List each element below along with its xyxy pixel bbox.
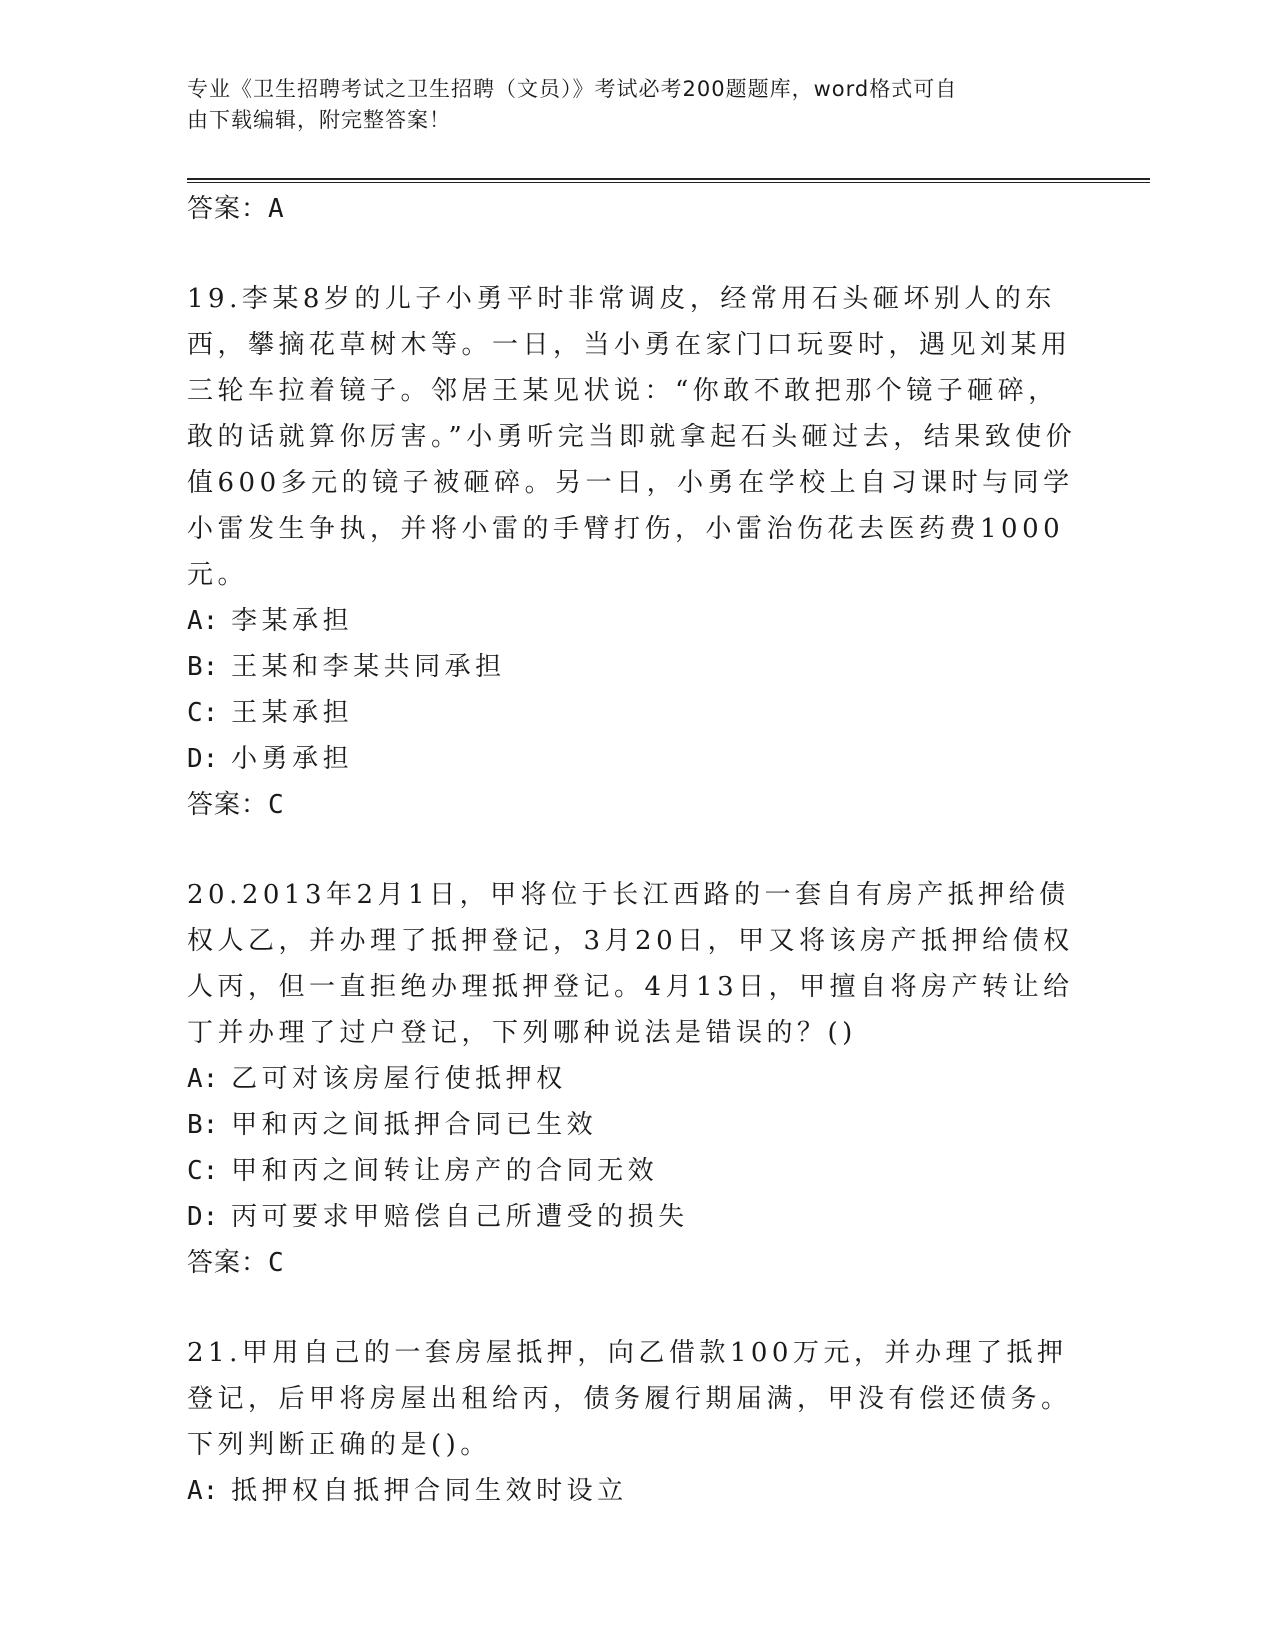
option-b <box>187 644 1087 690</box>
option-d <box>187 1194 1087 1240</box>
option-c <box>187 690 1087 736</box>
option-letter: C: <box>187 698 219 728</box>
option-letter: C: <box>187 1156 219 1186</box>
header-divider <box>187 178 1150 183</box>
option-letter: D: <box>187 744 219 774</box>
option-text: 乙可对该房屋行使抵押权 <box>231 1064 567 1094</box>
answer-label: 答案： <box>187 1248 269 1278</box>
option-a <box>187 1468 1087 1514</box>
option-text: 甲和丙之间抵押合同已生效 <box>231 1110 598 1140</box>
option-d <box>187 736 1087 782</box>
option-text: 丙可要求甲赔偿自己所遭受的损失 <box>231 1202 689 1232</box>
spacer <box>187 232 1087 276</box>
answer-value: C <box>268 1248 285 1278</box>
question-block <box>187 1330 1087 1514</box>
option-b <box>187 1102 1087 1148</box>
option-letter: A: <box>187 1064 219 1094</box>
option-a <box>187 598 1087 644</box>
question-block <box>187 872 1087 1286</box>
answer-value: C <box>268 790 285 820</box>
option-text: 王某承担 <box>231 698 354 728</box>
option-text: 甲和丙之间转让房产的合同无效 <box>231 1156 659 1186</box>
option-c <box>187 1148 1087 1194</box>
option-letter: B: <box>187 1110 219 1140</box>
answer-line <box>187 782 1087 828</box>
answer-value: A <box>268 194 285 224</box>
option-letter: B: <box>187 652 219 682</box>
answer-label: 答案： <box>187 790 269 820</box>
option-text: 李某承担 <box>231 606 354 636</box>
question-text: 21.甲用自己的一套房屋抵押，向乙借款100万元，并办理了抵押登记，后甲将房屋出租给丙，债务履行期届满，甲没有偿还债务。下列判断正确的是()。 <box>187 1338 1072 1460</box>
question-text: 19.李某8岁的儿子小勇平时非常调皮，经常用石头砸坏别人的东西，攀摘花草树木等。一日，当小勇在家门口玩耍时，遇见刘某用三轮车拉着镜子。邻居王某见状说：“你敢不敢把那个镜子砸碎，敢的话就算你厉害。”小勇听完当即就拿起石头砸过去，结果致使价值600多元的镜子被砸碎。另一日，小勇在学校上自习课时与同学小雷发生争执，并将小雷的手臂打伤，小雷治伤花去医药费1000元。 <box>187 284 1077 590</box>
option-a <box>187 1056 1087 1102</box>
question-text: 20.2013年2月1日，甲将位于长江西路的一套自有房产抵押给债权人乙，并办理了抵押登记，3月20日，甲又将该房产抵押给债权人丙，但一直拒绝办理抵押登记。4月13日，甲擅自将房产转让给丁并办理了过户登记，下列哪种说法是错误的？() <box>187 880 1074 1048</box>
option-letter: A: <box>187 606 219 636</box>
spacer <box>187 828 1087 872</box>
option-letter: D: <box>187 1202 219 1232</box>
header-line-1: 专业《卫生招聘考试之卫生招聘（文员）》考试必考200题题库，word格式可自 <box>187 77 958 101</box>
option-text: 抵押权自抵押合同生效时设立 <box>231 1476 628 1506</box>
answer-line <box>187 1240 1087 1286</box>
question-block <box>187 276 1087 828</box>
answer-line <box>187 186 1087 232</box>
page-header <box>187 74 1067 136</box>
spacer <box>187 1286 1087 1330</box>
header-line-2: 由下载编辑，附完整答案！ <box>187 108 451 132</box>
option-text: 小勇承担 <box>231 744 354 774</box>
answer-label: 答案： <box>187 194 269 224</box>
option-letter: A: <box>187 1476 219 1506</box>
option-text: 王某和李某共同承担 <box>231 652 506 682</box>
document-body <box>187 186 1087 1514</box>
